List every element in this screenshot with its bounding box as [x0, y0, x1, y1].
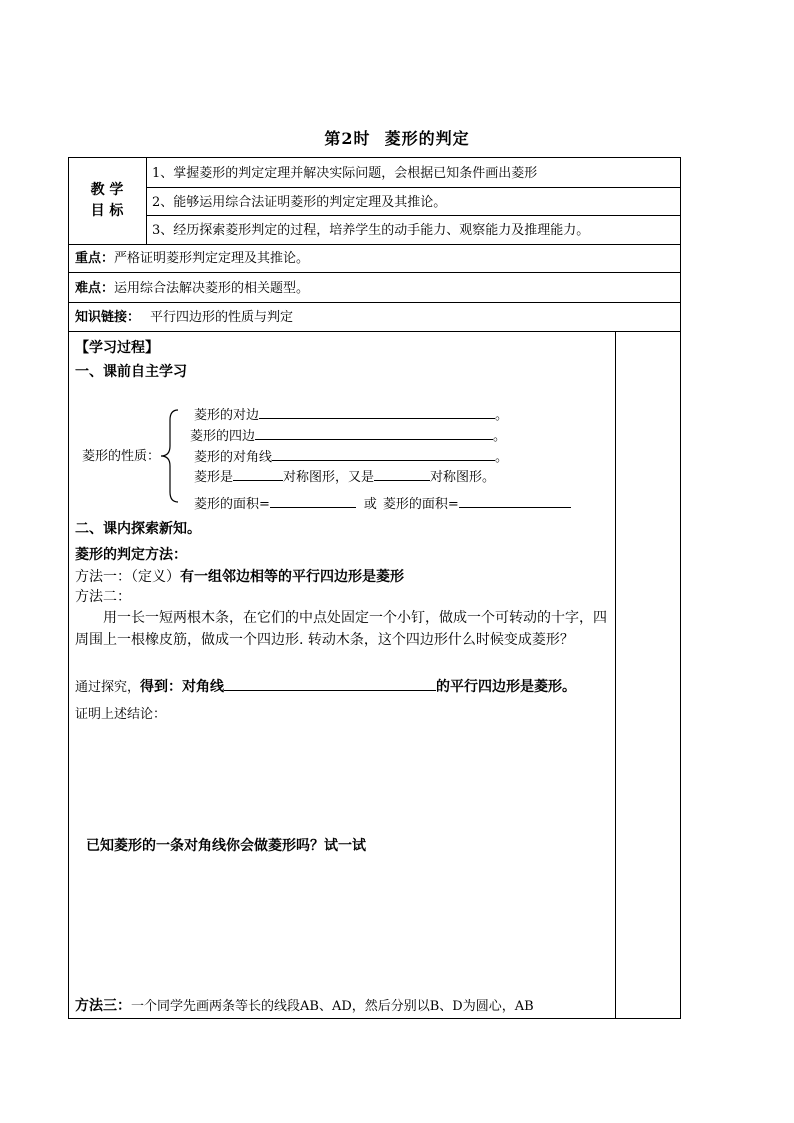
key-point-label: 重点：: [75, 251, 115, 266]
conclusion-a: 通过探究，: [75, 680, 141, 695]
method1-label: 方法一：（定义）: [75, 569, 180, 585]
prop-sides-label: 菱形的对边: [194, 408, 260, 423]
prop-symmetry-line: [194, 468, 495, 486]
row-divider-knowledge-link: [68, 331, 681, 332]
lesson-topic: 菱形的判定: [384, 129, 470, 148]
proof-prompt: 证明上述结论：: [75, 707, 167, 722]
conclusion-line: [75, 678, 576, 696]
objectives-label-divider: [146, 157, 147, 244]
method3-text: 一个同学先画两条等长的线段AB、AD，然后分别以B、D为圆心，AB: [131, 999, 534, 1014]
objectives-label: [68, 180, 146, 222]
area-line: [194, 495, 571, 513]
part2-heading: 二、课内探索新知。: [75, 521, 201, 537]
prop-diagonals-line: [194, 448, 508, 466]
knowledge-link-row: [75, 309, 293, 326]
objective-item-2: 2、能够运用综合法证明菱形的判定定理及其推论。: [152, 195, 447, 210]
area-blank-1[interactable]: [270, 495, 356, 508]
prop-diagonals-label: 菱形的对角线: [194, 450, 273, 465]
row-divider-key-point: [68, 272, 681, 273]
knowledge-link-label: 知识链接：: [75, 310, 141, 325]
objective-row-divider-2: [146, 215, 681, 216]
area-label-b: 菱形的面积=: [382, 497, 459, 512]
prop-symmetry-blank-2[interactable]: [374, 468, 430, 481]
diagonal-question: 已知菱形的一条对角线你会做菱形吗？试一试: [86, 838, 366, 854]
objectives-label-line1: 教 学: [90, 182, 124, 198]
method1-text: 有一组邻边相等的平行四边形是菱形: [180, 569, 404, 585]
difficulty-text: 运用综合法解决菱形的相关题型。: [114, 281, 310, 296]
lesson-number: 第2时: [324, 129, 371, 148]
row-divider-objectives: [68, 244, 681, 245]
part1-heading: 一、课前自主学习: [75, 364, 187, 380]
prop-symmetry-blank-1[interactable]: [233, 468, 283, 481]
prop-symmetry-c: 对称图形。: [430, 470, 496, 485]
prop-sides-blank[interactable]: [259, 406, 495, 419]
prop-symmetry-b: 对称图形，又是: [283, 470, 375, 485]
conclusion-b: 得到：对角线: [140, 679, 225, 695]
prop-four-sides-label: 菱形的四边: [190, 429, 256, 444]
method3-line: [75, 998, 534, 1015]
prop-four-sides-line: [190, 427, 506, 445]
prop-sides-line: [194, 406, 508, 424]
methods-heading: 菱形的判定方法：: [75, 547, 187, 563]
area-label-a: 菱形的面积=: [194, 497, 270, 512]
area-or: 或: [363, 497, 377, 512]
properties-label: 菱形的性质：: [82, 449, 161, 464]
objective-item-3: 3、经历探索菱形判定的过程，培养学生的动手能力、观察能力及推理能力。: [152, 223, 590, 238]
objective-item-1: 1、掌握菱形的判定定理并解决实际问题，会根据已知条件画出菱形: [152, 166, 538, 181]
prop-sides-period: 。: [495, 408, 509, 423]
prop-diagonals-blank[interactable]: [272, 448, 495, 461]
row-divider-difficulty: [68, 302, 681, 303]
knowledge-link-text: 平行四边形的性质与判定: [150, 310, 294, 325]
method2-label: 方法二：: [75, 589, 131, 605]
difficulty-label: 难点：: [75, 281, 115, 296]
method1-line: [75, 569, 404, 586]
prop-symmetry-a: 菱形是: [194, 470, 234, 485]
page-title: [0, 126, 794, 149]
process-heading: 【学习过程】: [75, 340, 159, 356]
prop-four-sides-blank[interactable]: [255, 427, 493, 440]
notes-column-divider: [615, 331, 616, 1019]
difficulty-row: [75, 280, 309, 297]
conclusion-blank[interactable]: [224, 678, 436, 691]
area-blank-2[interactable]: [459, 495, 571, 508]
conclusion-c: 的平行四边形是菱形。: [436, 679, 577, 695]
prop-diagonals-period: 。: [495, 450, 509, 465]
method2-paragraph: 用一长一短两根木条，在它们的中点处固定一个小钉，做成一个可转动的十字，四周围上一根橡皮筋，做成一个四边形. 转动木条，这个四边形什么时候变成菱形？: [75, 610, 607, 648]
objectives-label-line2: 目 标: [90, 203, 124, 219]
properties-brace: [158, 408, 182, 504]
key-point-row: [75, 250, 309, 267]
objective-row-divider-1: [146, 187, 681, 188]
method3-label: 方法三：: [75, 998, 131, 1014]
key-point-text: 严格证明菱形判定定理及其推论。: [114, 251, 310, 266]
prop-four-sides-period: 。: [493, 429, 507, 444]
